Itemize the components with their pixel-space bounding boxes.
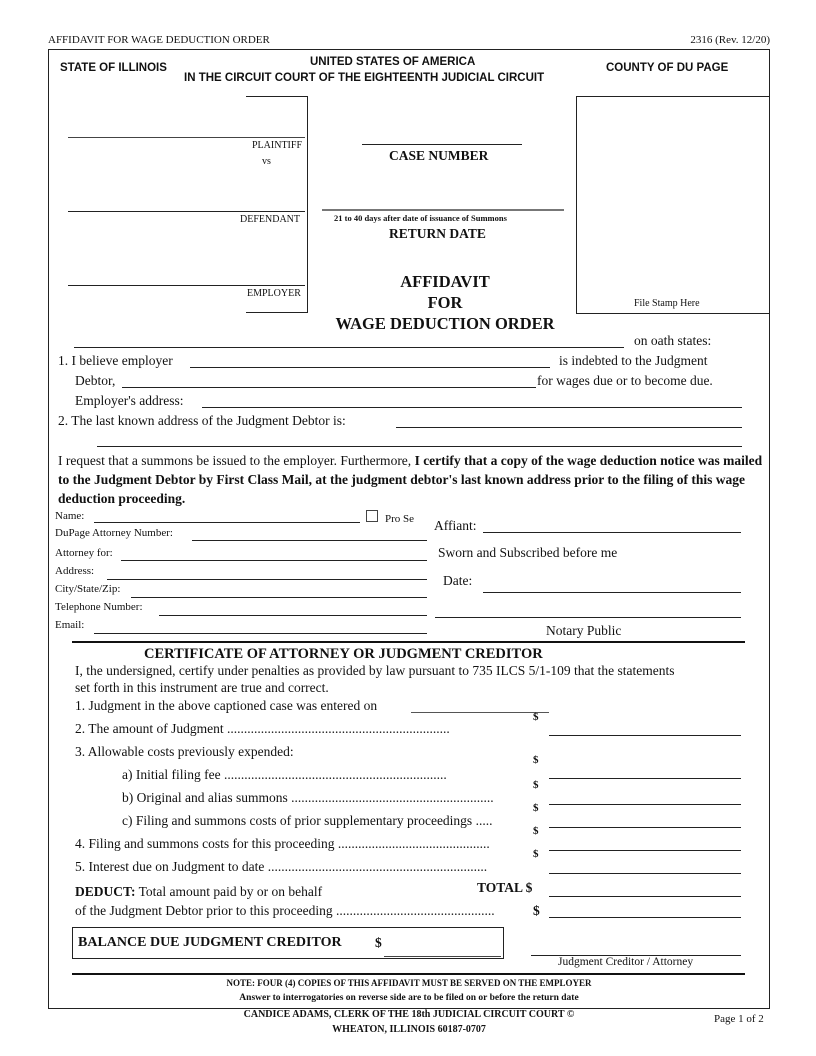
on-oath-text: on oath states:: [634, 333, 712, 348]
vs-label: vs: [262, 156, 271, 167]
employer-name-field[interactable]: [190, 351, 550, 368]
certificate-intro-1: I, the undersigned, certify under penalties as provided by law pursuant to 735 ILCS 5/1-109 that the statements: [75, 663, 675, 678]
interest-field[interactable]: [549, 857, 741, 874]
judgment-amount-field[interactable]: [549, 719, 741, 736]
item3a-filing-fee: a) Initial filing fee ..................................................................: [122, 767, 447, 782]
dollar-sign: $: [533, 754, 539, 766]
deduct-text: Total amount paid by or on behalf: [135, 884, 323, 899]
pro-se-checkbox[interactable]: [366, 510, 378, 522]
deduct-field[interactable]: [549, 901, 741, 918]
item1-prefix: 1. I believe employer: [58, 353, 173, 368]
item3b-summons: b) Original and alias summons ............................................................: [122, 790, 494, 805]
title-line-2: FOR: [427, 293, 463, 312]
summons-field[interactable]: [549, 788, 741, 805]
notary-signature-field[interactable]: [435, 601, 741, 618]
sworn-text: Sworn and Subscribed before me: [438, 545, 618, 560]
certificate-divider: [72, 641, 745, 643]
debtor-suffix: for wages due or to become due.: [537, 373, 713, 388]
dollar-sign: $: [533, 802, 539, 814]
item3-allowable-costs: 3. Allowable costs previously expended:: [75, 744, 294, 759]
dollar-sign: $: [533, 711, 539, 723]
this-costs-field[interactable]: [549, 834, 741, 851]
balance-label: BALANCE DUE JUDGMENT CREDITOR: [78, 935, 342, 950]
deduct-label: DEDUCT:: [75, 884, 136, 899]
balance-field[interactable]: [384, 940, 501, 957]
employer-label: EMPLOYER: [247, 288, 301, 299]
employer-address-label: Employer's address:: [75, 393, 184, 408]
filing-fee-field[interactable]: [549, 762, 741, 779]
affiant-signature-field[interactable]: [483, 516, 741, 533]
certification-plain: I request that a summons be issued to the employer. Furthermore,: [58, 453, 415, 468]
party-box-top: [246, 96, 307, 97]
defendant-label: DEFENDANT: [240, 214, 300, 225]
item2-judgment-amount: 2. The amount of Judgment ..................................................................: [75, 721, 450, 736]
certification-bold-1: I certify that a copy of the wage deduction notice: [414, 453, 695, 468]
page-number: Page 1 of 2: [714, 1013, 764, 1025]
name-label: Name:: [55, 510, 85, 522]
attorney-for-label: Attorney for:: [55, 547, 113, 559]
dollar-sign: $: [533, 903, 540, 918]
clerk-name: CANDICE ADAMS, CLERK OF THE 18th JUDICIAL CIRCUIT COURT ©: [243, 1009, 575, 1020]
certification-paragraph: [58, 451, 763, 508]
certification-bold-3: the filing of this wage deduction proceeding.: [58, 472, 746, 506]
party-box-bottom: [246, 312, 307, 313]
address-label: Address:: [55, 565, 95, 577]
county-label: COUNTY OF DU PAGE: [606, 62, 729, 74]
party-box-right: [307, 96, 308, 313]
signature-label: Judgment Creditor / Attorney: [558, 956, 694, 968]
dollar-sign: $: [533, 848, 539, 860]
clerk-address: WHEATON, ILLINOIS 60187-0707: [332, 1024, 486, 1035]
address-field[interactable]: [107, 563, 427, 580]
file-stamp-label: File Stamp Here: [634, 298, 700, 309]
notary-label: Notary Public: [546, 623, 622, 638]
phone-label: Telephone Number:: [55, 601, 143, 613]
return-note: 21 to 40 days after date of issuance of Summons: [334, 213, 507, 223]
certification-bold-2: was mailed to the Judgment Debtor by First Class Mail, at the judgment debtor's last known address prior to: [58, 453, 763, 487]
affiant-name-field[interactable]: [74, 331, 624, 348]
return-date-label: RETURN DATE: [389, 226, 486, 241]
total-label: TOTAL $: [477, 880, 533, 895]
attorney-name-field[interactable]: [94, 506, 360, 523]
item5-interest: 5. Interest due on Judgment to date .................................................................: [75, 859, 488, 874]
certificate-heading: CERTIFICATE OF ATTORNEY OR JUDGMENT CREDITOR: [144, 646, 543, 662]
item2-label: 2. The last known address of the Judgment Debtor is:: [58, 413, 346, 428]
employer-field[interactable]: [68, 269, 305, 286]
plaintiff-label: PLAINTIFF: [252, 140, 303, 151]
dupage-number-label: DuPage Attorney Number:: [55, 527, 173, 539]
debtor-name-field[interactable]: [122, 371, 536, 388]
debtor-address-field[interactable]: [396, 411, 742, 428]
dollar-sign: $: [375, 935, 382, 950]
dupage-number-field[interactable]: [192, 524, 427, 541]
case-number-label: CASE NUMBER: [389, 148, 489, 163]
pro-se-label: Pro Se: [385, 513, 415, 525]
attorney-for-field[interactable]: [121, 544, 427, 561]
city-label: City/State/Zip:: [55, 583, 121, 595]
email-field[interactable]: [94, 617, 427, 634]
return-date-field[interactable]: [322, 193, 564, 211]
deduct-line: [75, 884, 322, 900]
state-label: STATE OF ILLINOIS: [60, 62, 167, 74]
dollar-sign: $: [533, 779, 539, 791]
defendant-field[interactable]: [68, 195, 305, 212]
item3c-prior-costs: c) Filing and summons costs of prior supplementary proceedings .....: [122, 813, 493, 828]
form-number: 2316 (Rev. 12/20): [690, 34, 770, 46]
footer-divider: [72, 973, 745, 975]
dollar-sign: $: [533, 825, 539, 837]
debtor-address-field-2[interactable]: [97, 430, 742, 447]
note-copies: NOTE: FOUR (4) COPIES OF THIS AFFIDAVIT MUST BE SERVED ON THE EMPLOYER: [226, 978, 592, 988]
certificate-intro-2: set forth in this instrument are true and correct.: [75, 680, 329, 695]
plaintiff-field[interactable]: [68, 121, 305, 138]
form-title: AFFIDAVIT FOR WAGE DEDUCTION ORDER: [48, 34, 270, 46]
title-line-1: AFFIDAVIT: [400, 272, 490, 291]
date-label: Date:: [443, 573, 473, 588]
item1-judgment-date: 1. Judgment in the above captioned case was entered on: [75, 698, 378, 713]
item1-suffix: is indebted to the Judgment: [559, 353, 708, 368]
circuit-label: IN THE CIRCUIT COURT OF THE EIGHTEENTH JUDICIAL CIRCUIT: [184, 72, 545, 84]
email-label: Email:: [55, 619, 85, 631]
page-title: [320, 271, 570, 334]
notary-date-field[interactable]: [483, 576, 741, 593]
case-number-field[interactable]: [362, 128, 522, 145]
title-line-3: WAGE DEDUCTION ORDER: [335, 314, 555, 333]
country-label: UNITED STATES OF AMERICA: [310, 56, 476, 68]
note-answer: Answer to interrogatories on reverse side are to be filed on or before the return date: [239, 993, 579, 1003]
deduct-text-2: of the Judgment Debtor prior to this proceeding ...............................................: [75, 903, 495, 918]
total-field[interactable]: [549, 880, 741, 897]
judgment-date-field[interactable]: [411, 696, 549, 713]
prior-costs-field[interactable]: [549, 811, 741, 828]
city-state-zip-field[interactable]: [131, 581, 427, 598]
affiant-label: Affiant:: [434, 518, 477, 533]
file-stamp-box: [576, 96, 770, 314]
employer-address-field[interactable]: [202, 391, 742, 408]
phone-field[interactable]: [159, 599, 427, 616]
item4-this-costs: 4. Filing and summons costs for this proceeding .............................................: [75, 836, 490, 851]
debtor-prefix: Debtor,: [75, 373, 116, 388]
